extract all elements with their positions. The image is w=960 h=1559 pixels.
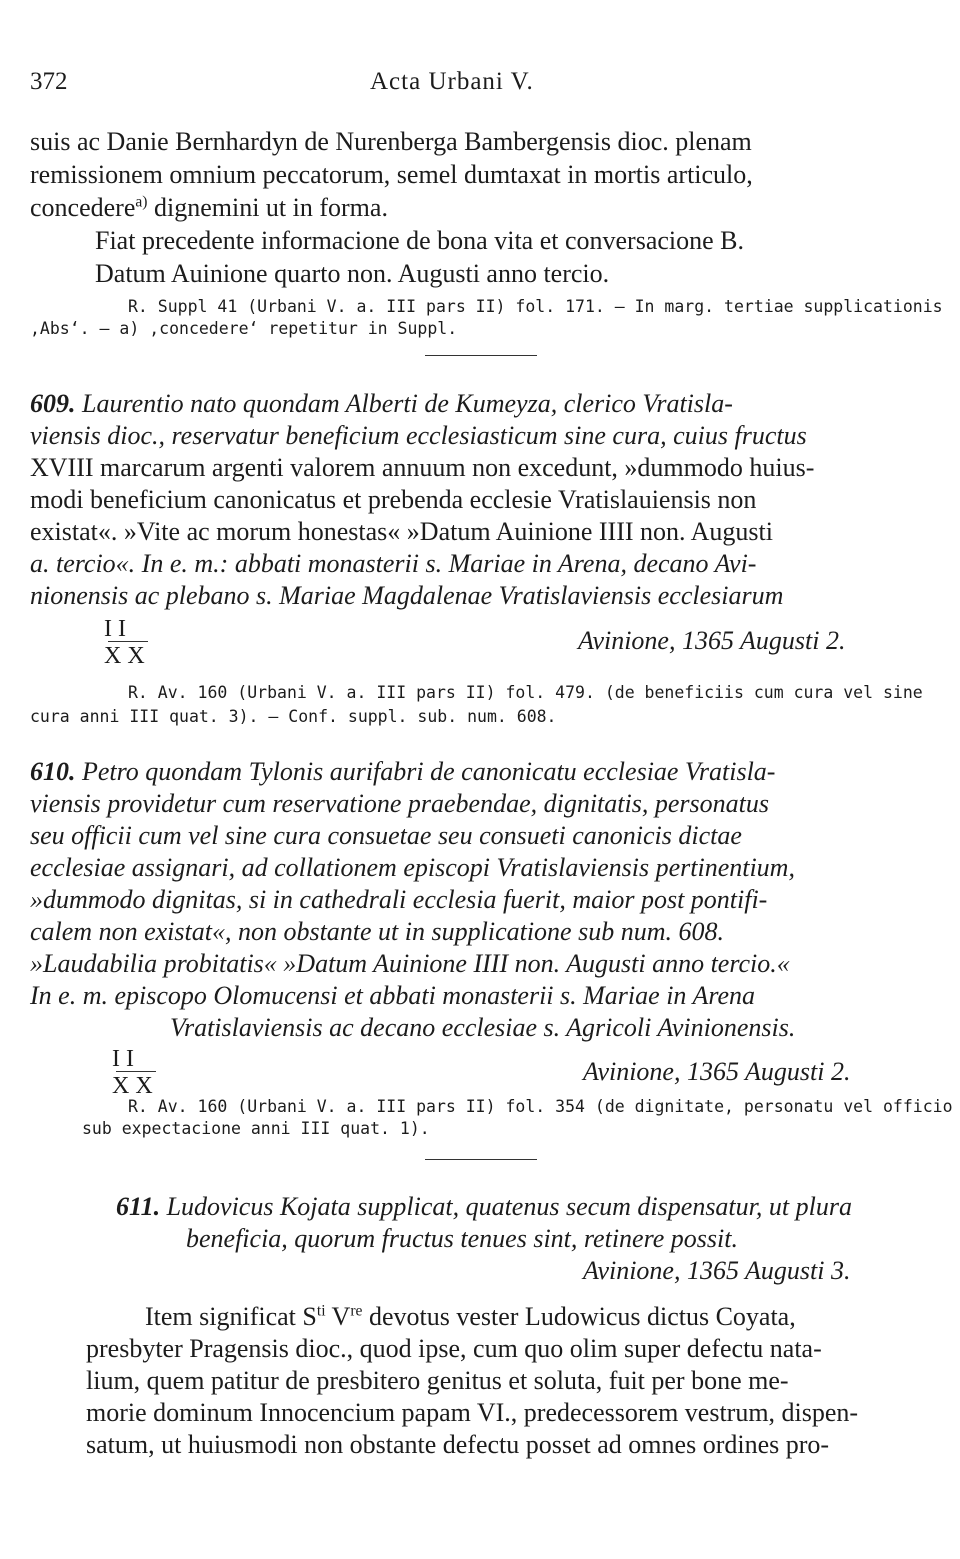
entry-number: 611. (116, 1192, 161, 1221)
regest-line: calem non existat«, non obstante ut in supplicatione sub num. 608. (30, 917, 724, 946)
text-line: concedere$^{a)}$ dignemini ut in forma. (30, 193, 388, 222)
fraction-bar (116, 1071, 156, 1072)
running-title: Acta Urbani V. (370, 68, 534, 95)
date-line: Avinione, 1365 Augusti 3. (583, 1256, 851, 1285)
separator-rule (425, 1159, 537, 1160)
regest-line: »dummodo dignitas, si in cathedrali ecclesia fuerit, maior post pontifi- (30, 885, 768, 914)
fraction-bottom: X X (112, 1073, 153, 1099)
footnote-line: R. Av. 160 (Urbani V. a. III pars II) fol. 479. (de beneficiis cum cura vel sine (128, 683, 923, 702)
fraction-bar (108, 641, 148, 642)
footnote-line: R. Suppl 41 (Urbani V. a. III pars II) fol. 171. — In marg. tertiae supplicationis (128, 297, 943, 316)
page-number: 372 (30, 68, 68, 95)
text-line: Item significat $S^{ti}$ Vre devotus vester Ludowicus dictus Coyata, (145, 1302, 796, 1331)
text-line: morie dominum Innocencium papam VI., predecessorem vestrum, dispen- (86, 1398, 859, 1427)
regest-line: »Laudabilia probitatis« »Datum Auinione IIII non. Augusti anno tercio.« (30, 949, 790, 978)
regest-line: viensis dioc., reservatur beneficium ecclesiasticum sine cura, cuius fructus (30, 421, 807, 450)
fraction-top: I I (104, 616, 126, 642)
date-line: Avinione, 1365 Augusti 2. (583, 1057, 851, 1086)
regest-line: nionensis ac plebano s. Mariae Magdalenae Vratislaviensis ecclesiarum (30, 581, 784, 610)
regest-line: 610. Petro quondam Tylonis aurifabri de canonicatu ecclesiae Vratisla- (30, 757, 776, 786)
fraction-top: I I (112, 1046, 134, 1072)
footnote-line: cura anni III quat. 3). — Conf. suppl. sub. num. 608. (30, 707, 557, 726)
regest-line: modi beneficium canonicatus et prebenda ecclesie Vratislauiensis non (30, 485, 757, 514)
entry-number: 610. (30, 757, 76, 786)
regest-line: existat«. »Vite ac morum honestas« »Datum Auinione IIII non. Augusti (30, 517, 773, 546)
regest-line: beneficia, quorum fructus tenues sint, retinere possit. (186, 1224, 738, 1253)
separator-rule (425, 355, 537, 356)
text-line: remissionem omnium peccatorum, semel dumtaxat in mortis articulo, (30, 160, 753, 189)
regest-line: a. tercio«. In e. m.: abbati monasterii s. Mariae in Arena, decano Avi- (30, 549, 757, 578)
text-line: Fiat precedente informacione de bona vita et conversacione B. (95, 226, 745, 255)
date-line: Avinione, 1365 Augusti 2. (578, 626, 846, 655)
text-line: Datum Auinione quarto non. Augusti anno tercio. (95, 259, 610, 288)
regest-line: In e. m. episcopo Olomucensi et abbati monasterii s. Mariae in Arena (30, 981, 756, 1010)
text-line: presbyter Pragensis dioc., quod ipse, cum quo olim super defectu nata- (86, 1334, 822, 1363)
text-line: lium, quem patitur de presbitero genitus et soluta, fuit per bone me- (86, 1366, 789, 1395)
regest-line: XVIII marcarum argenti valorem annuum non excedunt, »dummodo huius- (30, 453, 815, 482)
entry-number: 609. (30, 389, 76, 418)
regest-line: Vratislaviensis ac decano ecclesiae s. Agricoli Avinionensis. (170, 1013, 796, 1042)
regest-line: 609. Laurentio nato quondam Alberti de Kumeyza, clerico Vratisla- (30, 389, 733, 418)
fraction-bottom: X X (104, 643, 145, 669)
page-header (30, 68, 892, 102)
footnote-line: R. Av. 160 (Urbani V. a. III pars II) fol. 354 (de dignitate, personatu vel officio (128, 1097, 953, 1116)
regest-line: viensis providetur cum reservatione praebendae, dignitatis, personatus (30, 789, 769, 818)
regest-line: 611. Ludovicus Kojata supplicat, quatenus secum dispensatur, ut plura (116, 1192, 852, 1221)
footnote-line: ‚Abs‘. — a) ‚concedere‘ repetitur in Suppl. (30, 319, 458, 338)
regest-line: seu officii cum vel sine cura consuetae seu consueti canonicis dictae (30, 821, 742, 850)
text-line: suis ac Danie Bernhardyn de Nurenberga Bambergensis dioc. plenam (30, 127, 752, 156)
text-line: satum, ut huiusmodi non obstante defectu posset ad omnes ordines pro- (86, 1430, 830, 1459)
regest-line: ecclesiae assignari, ad collationem episcopi Vratislaviensis pertinentium, (30, 853, 795, 882)
footnote-line: sub expectacione anni III quat. 1). (82, 1119, 430, 1138)
